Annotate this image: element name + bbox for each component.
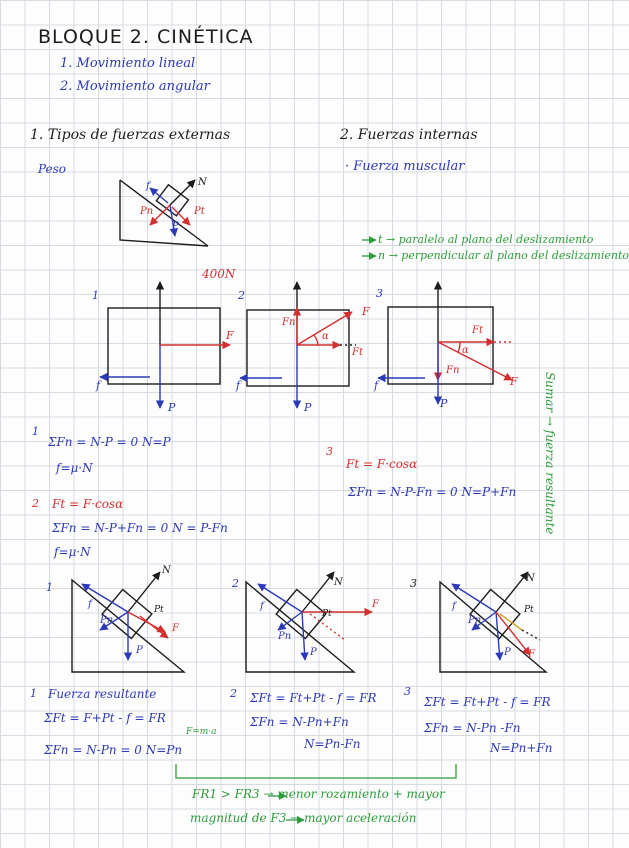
inc1-Pn-label: Pn xyxy=(100,615,114,626)
box2-Ft-label: Ft xyxy=(352,347,363,358)
box2-F-label: F xyxy=(362,305,370,318)
box3-diagram xyxy=(378,282,512,404)
inc-eq1-line0: Fuerza resultante xyxy=(48,687,157,701)
section1-heading: 1. Tipos de fuerzas externas xyxy=(30,127,231,143)
eq-case2-number: 2 xyxy=(32,497,39,510)
inc-eq2-line2: ΣFn = N-Pn+Fn xyxy=(250,715,349,729)
inc2-P-label: P xyxy=(310,647,317,658)
inc1-F-label: F xyxy=(172,623,179,634)
box3-f-label: f xyxy=(374,379,379,392)
inc-eq3-number: 3 xyxy=(404,685,411,698)
inc2-N-label: N xyxy=(334,577,343,588)
box3-F-label: F xyxy=(510,375,518,388)
inc2-f-label: f xyxy=(260,601,264,612)
inc-eq2-number: 2 xyxy=(230,687,237,700)
inc-eq1-line1: ΣFt = F+Pt - f = FR xyxy=(44,711,166,725)
peso-P-label: P xyxy=(172,221,179,232)
topic-item-1: 1. Movimiento lineal xyxy=(60,56,196,71)
side-note: Sumar → fuerza resultante xyxy=(543,372,557,535)
inc-eq3-line2: ΣFn = N-Pn -Fn xyxy=(424,721,521,735)
inc-eq3-line3: N=Pn+Fn xyxy=(490,741,553,755)
box2-P-label: P xyxy=(304,401,312,414)
box3-number: 3 xyxy=(376,287,383,300)
box3-P-label: P xyxy=(440,397,448,410)
inc2-F-label: F xyxy=(372,599,379,610)
eq-case2-line2: ΣFn = N-P+Fn = 0 N = P-Fn xyxy=(52,521,228,535)
green-note-t: t → paralelo al plano del deslizamiento xyxy=(378,233,594,246)
page-title: BLOQUE 2. CINÉTICA xyxy=(38,26,254,48)
inc-eq3-line1: ΣFt = Ft+Pt - f = FR xyxy=(424,695,551,709)
green-bracket xyxy=(176,764,456,778)
inc1-Pt-label: Pt xyxy=(154,605,164,615)
inc3-Pn-label: Pn xyxy=(468,615,482,626)
inc2-Pn-label: Pn xyxy=(278,631,292,642)
inc-eq1-number: 1 xyxy=(30,687,37,700)
box1-diagram xyxy=(100,282,230,408)
section2-item: · Fuerza muscular xyxy=(345,159,465,174)
inc3-F-label: F xyxy=(528,649,535,660)
eq-case3-line1: Ft = F·cosα xyxy=(346,457,418,471)
box1-number: 1 xyxy=(92,289,99,302)
peso-label: Peso xyxy=(38,162,67,176)
conclusion-line1: FR1 > FR3 → menor rozamiento + mayor xyxy=(192,787,445,801)
peso-Pt-label: Pt xyxy=(194,206,205,217)
box1-P-label: P xyxy=(168,401,176,414)
eq-case3-line2: ΣFn = N-P-Fn = 0 N=P+Fn xyxy=(348,485,517,499)
eq-case3-number: 3 xyxy=(326,445,333,458)
inc-eq2-line3: N=Pn-Fn xyxy=(304,737,361,751)
box2-Fn-label: Fn xyxy=(282,317,296,328)
eq-case2-line1: Ft = F·cosα xyxy=(52,497,124,511)
eq-case1-number: 1 xyxy=(32,425,39,438)
topic-item-2: 2. Movimiento angular xyxy=(60,79,210,94)
eq-case2-line3: f=μ·N xyxy=(54,545,91,559)
inc1-P-label: P xyxy=(136,645,143,656)
eq-case1-line1: ΣFn = N-P = 0 N=P xyxy=(48,435,171,449)
inc1-f-label: f xyxy=(88,599,92,610)
eq-case1-line2: f=μ·N xyxy=(56,461,93,475)
box2-alpha-label: α xyxy=(322,331,329,342)
inc1-N-label: N xyxy=(162,565,171,576)
force-value-label: 400N xyxy=(202,267,236,281)
box3-alpha-label: α xyxy=(462,345,469,356)
peso-N-label: N xyxy=(198,177,207,188)
box2-diagram xyxy=(240,282,356,408)
box1-F-label: F xyxy=(226,329,234,342)
inc2-Pt-label: Pt xyxy=(322,609,332,619)
incline2-diagram xyxy=(246,572,372,672)
peso-Pn-label: Pn xyxy=(140,206,154,217)
inc3-f-label: f xyxy=(452,601,456,612)
green-note-n: n → perpendicular al plano del deslizamiento xyxy=(378,249,629,262)
inc3-Pt-label: Pt xyxy=(524,605,534,615)
box3-Ft-label: Ft xyxy=(472,325,483,336)
box1-f-label: f xyxy=(96,379,101,392)
box2-f-label: f xyxy=(236,379,241,392)
section2-heading: 2. Fuerzas internas xyxy=(340,127,478,143)
inc-eq1-line2: ΣFn = N-Pn = 0 N=Pn xyxy=(44,743,183,757)
box3-Fn-label: Fn xyxy=(446,365,460,376)
inc-eq1-note: F=m·a xyxy=(186,727,217,737)
peso-f-label: f xyxy=(146,181,150,192)
inc1-number: 1 xyxy=(46,581,53,594)
inc3-P-label: P xyxy=(504,647,511,658)
inc2-number: 2 xyxy=(232,577,239,590)
conclusion-line2: magnitud de F3 → mayor aceleración xyxy=(190,811,417,825)
incline1-diagram xyxy=(72,572,184,672)
inc3-number: 3 xyxy=(410,577,417,590)
inc3-N-label: N xyxy=(526,573,535,584)
box2-number: 2 xyxy=(238,289,245,302)
inc-eq2-line1: ΣFt = Ft+Pt - f = FR xyxy=(250,691,377,705)
